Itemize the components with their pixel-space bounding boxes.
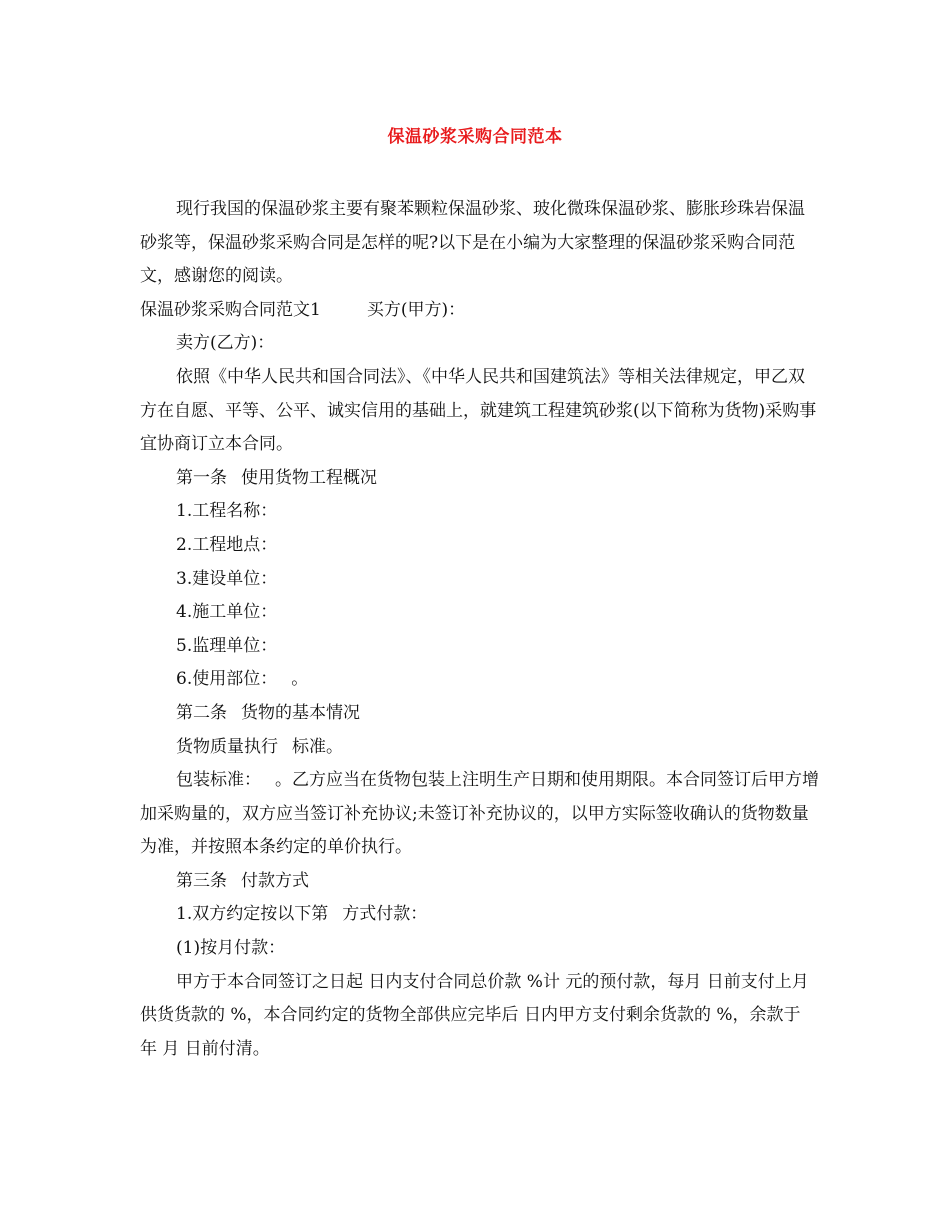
monthly-payment-label: (1)按月付款： bbox=[176, 938, 286, 959]
quality-label: 货物质量执行 bbox=[176, 736, 278, 757]
payment-method-line bbox=[140, 898, 820, 932]
preamble-paragraph: 依照《中华人民共和国合同法》、《中华人民共和国建筑法》等相关法律规定，甲乙双方在自愿、平等、公平、诚实信用的基础上，就建筑工程建筑砂浆(以下简称为货物)采购事宜协商订立本合同。 bbox=[140, 366, 817, 455]
article1-number: 第一条 bbox=[176, 467, 227, 488]
sample-label: 保温砂浆采购合同范文1 bbox=[140, 299, 321, 320]
document-title: 保温砂浆采购合同范本 bbox=[387, 127, 563, 147]
quality-line bbox=[140, 731, 820, 765]
article2-title: 货物的基本情况 bbox=[241, 702, 360, 723]
article3-number: 第三条 bbox=[176, 870, 227, 891]
sample-line bbox=[140, 294, 820, 328]
article1-item: 2.工程地点： bbox=[176, 534, 278, 555]
article1-item: 3.建设单位： bbox=[176, 568, 278, 589]
article1-item bbox=[140, 663, 820, 697]
article1-item: 5.监理单位： bbox=[176, 635, 278, 656]
intro-paragraph: 现行我国的保温砂浆主要有聚苯颗粒保温砂浆、玻化微珠保温砂浆、膨胀珍珠岩保温砂浆等，保温砂浆采购合同是怎样的呢?以下是在小编为大家整理的保温砂浆采购合同范文，感谢您的阅读。 bbox=[140, 199, 805, 287]
article1-item: 1.工程名称： bbox=[176, 501, 278, 522]
document-body bbox=[140, 193, 820, 1066]
packaging-label: 包装标准： bbox=[176, 770, 261, 791]
buyer-label: 买方(甲方)： bbox=[366, 299, 466, 320]
article3-heading bbox=[140, 865, 820, 899]
article1-heading bbox=[140, 462, 820, 496]
article1-item: 4.施工单位： bbox=[176, 602, 278, 623]
payment-method-end: 方式付款： bbox=[342, 904, 428, 925]
article2-number: 第二条 bbox=[176, 702, 227, 723]
article1-title: 使用货物工程概况 bbox=[241, 467, 377, 488]
packaging-text: 。乙方应当在货物包装上注明生产日期和使用期限。本合同签订后甲方增加采购量的，双方应当签订补充协议;未签订补充协议的，以甲方实际签收确认的货物数量为准，并按照本条约定的单价执行。 bbox=[140, 770, 819, 858]
item6-label: 6.使用部位： bbox=[176, 669, 278, 690]
payment-method-label: 1.双方约定按以下第 bbox=[176, 904, 329, 925]
item6-end: 。 bbox=[291, 669, 309, 690]
packaging-paragraph bbox=[140, 764, 820, 865]
article3-title: 付款方式 bbox=[241, 870, 309, 891]
quality-end: 标准。 bbox=[292, 736, 343, 757]
article2-heading bbox=[140, 697, 820, 731]
payment-paragraph: 甲方于本合同签订之日起 日内支付合同总价款 %计 元的预付款，每月 日前支付上月供货货款的 %，本合同约定的货物全部供应完毕后 日内甲方支付剩余货款的 %，余款于 年 月 日前付清。 bbox=[140, 971, 809, 1059]
seller-label: 卖方(乙方)： bbox=[176, 333, 275, 354]
